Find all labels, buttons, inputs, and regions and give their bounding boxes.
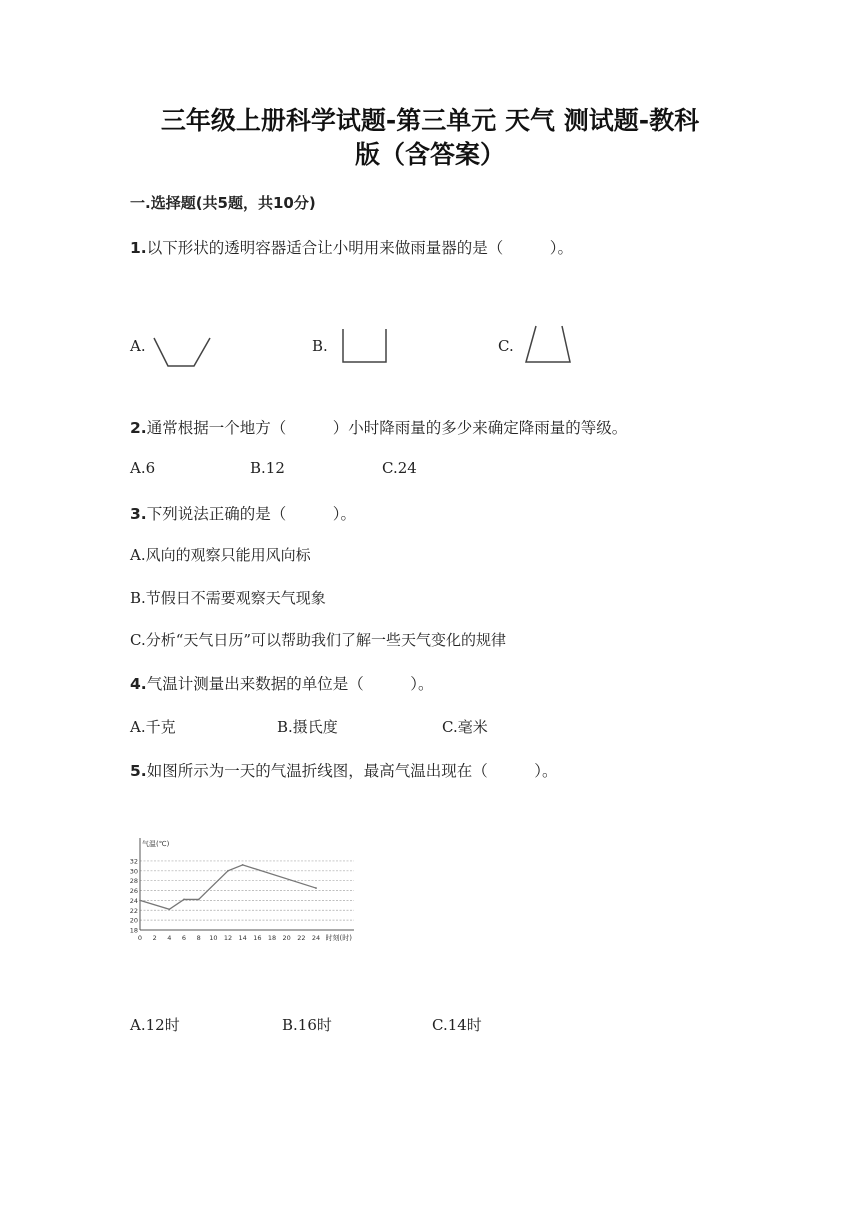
- question-2-option-b: B.12: [250, 459, 285, 477]
- chart-y-tick-label: 26: [129, 887, 138, 896]
- question-2-option-a: A.6: [130, 459, 156, 477]
- chart-x-tick-label: 10: [209, 934, 218, 942]
- chart-y-tick-label: 18: [129, 926, 138, 935]
- title-line-2: 版（含答案）: [354, 140, 505, 169]
- question-5-option-a: A.12时: [130, 1016, 180, 1034]
- chart-data-point: [183, 899, 185, 901]
- chart-data-point: [242, 864, 244, 866]
- chart-x-tick-label: 6: [181, 934, 187, 942]
- page-title: [100, 104, 760, 172]
- rectangle-container-icon: [338, 326, 392, 366]
- question-4: [130, 672, 433, 694]
- chart-y-tick-label: 30: [129, 867, 138, 876]
- question-1: [130, 236, 573, 258]
- question-3-text: 下列说法正确的是（ ）。: [146, 505, 356, 523]
- question-4-option-b: B.摄氏度: [277, 718, 338, 736]
- chart-data-point: [168, 908, 170, 910]
- question-4-option-a: A.千克: [130, 718, 176, 736]
- section-heading: 一.选择题(共5题，共10分): [130, 194, 316, 212]
- question-2-option-c: C.24: [382, 459, 417, 477]
- question-4-text: 气温计测量出来数据的单位是（ ）。: [146, 675, 434, 693]
- trapezoid-wide-top-container-icon: [150, 334, 214, 370]
- question-5-option-c: C.14时: [432, 1016, 482, 1034]
- question-2-number: 2.: [130, 419, 147, 437]
- question-5-option-b: B.16时: [282, 1016, 332, 1034]
- question-1-option-c: C.: [498, 337, 514, 355]
- chart-data-point: [139, 900, 141, 902]
- chart-x-axis-label: 时刻(时): [325, 934, 352, 942]
- question-1-text: 以下形状的透明容器适合让小明用来做雨量器的是（ ）。: [146, 239, 573, 257]
- chart-y-tick-label: 28: [129, 877, 138, 886]
- question-3: [130, 502, 356, 524]
- chart-y-tick-label: 32: [129, 857, 138, 866]
- title-line-1: 三年级上册科学试题-第三单元 天气 测试题-教科: [160, 106, 700, 135]
- question-3-option-b: B.节假日不需要观察天气现象: [130, 589, 326, 607]
- chart-x-tick-label: 18: [267, 934, 277, 942]
- question-5-text: 如图所示为一天的气温折线图，最高气温出现在（ ）。: [146, 762, 558, 780]
- chart-y-axis-label: 气温(℃): [142, 840, 170, 848]
- chart-x-tick-label: 14: [238, 934, 247, 942]
- chart-x-tick-label: 20: [282, 934, 291, 942]
- chart-x-tick-label: 4: [167, 934, 172, 942]
- question-3-number: 3.: [130, 505, 147, 523]
- chart-y-tick-label: 24: [129, 896, 138, 905]
- question-5: [130, 759, 557, 781]
- chart-x-tick-label: 24: [311, 934, 321, 942]
- chart-x-tick-label: 12: [223, 934, 233, 942]
- question-4-option-c: C.毫米: [442, 718, 488, 736]
- chart-x-tick-label: 22: [297, 934, 306, 942]
- question-3-option-c: C.分析“天气日历”可以帮助我们了解一些天气变化的规律: [130, 631, 507, 649]
- question-4-number: 4.: [130, 675, 147, 693]
- question-1-option-a: A.: [130, 337, 146, 355]
- temperature-line-chart: [126, 832, 366, 958]
- chart-x-tick-label: 0: [137, 934, 143, 942]
- chart-x-tick-label: 2: [152, 934, 157, 942]
- question-2-text: 通常根据一个地方（ ）小时降雨量的多少来确定降雨量的等级。: [146, 419, 628, 437]
- chart-data-point: [198, 899, 200, 901]
- chart-y-tick-label: 20: [129, 916, 138, 925]
- chart-x-tick-label: 8: [196, 934, 201, 942]
- question-1-option-b: B.: [312, 337, 328, 355]
- question-1-number: 1.: [130, 239, 147, 257]
- chart-data-point: [227, 870, 229, 872]
- chart-y-tick-label: 22: [129, 906, 138, 915]
- question-3-option-a: A.风向的观察只能用风向标: [130, 546, 311, 564]
- trapezoid-narrow-top-container-icon: [522, 322, 576, 366]
- question-5-number: 5.: [130, 762, 147, 780]
- chart-data-point: [315, 887, 317, 889]
- question-2: [130, 416, 627, 438]
- chart-x-tick-label: 16: [253, 934, 262, 942]
